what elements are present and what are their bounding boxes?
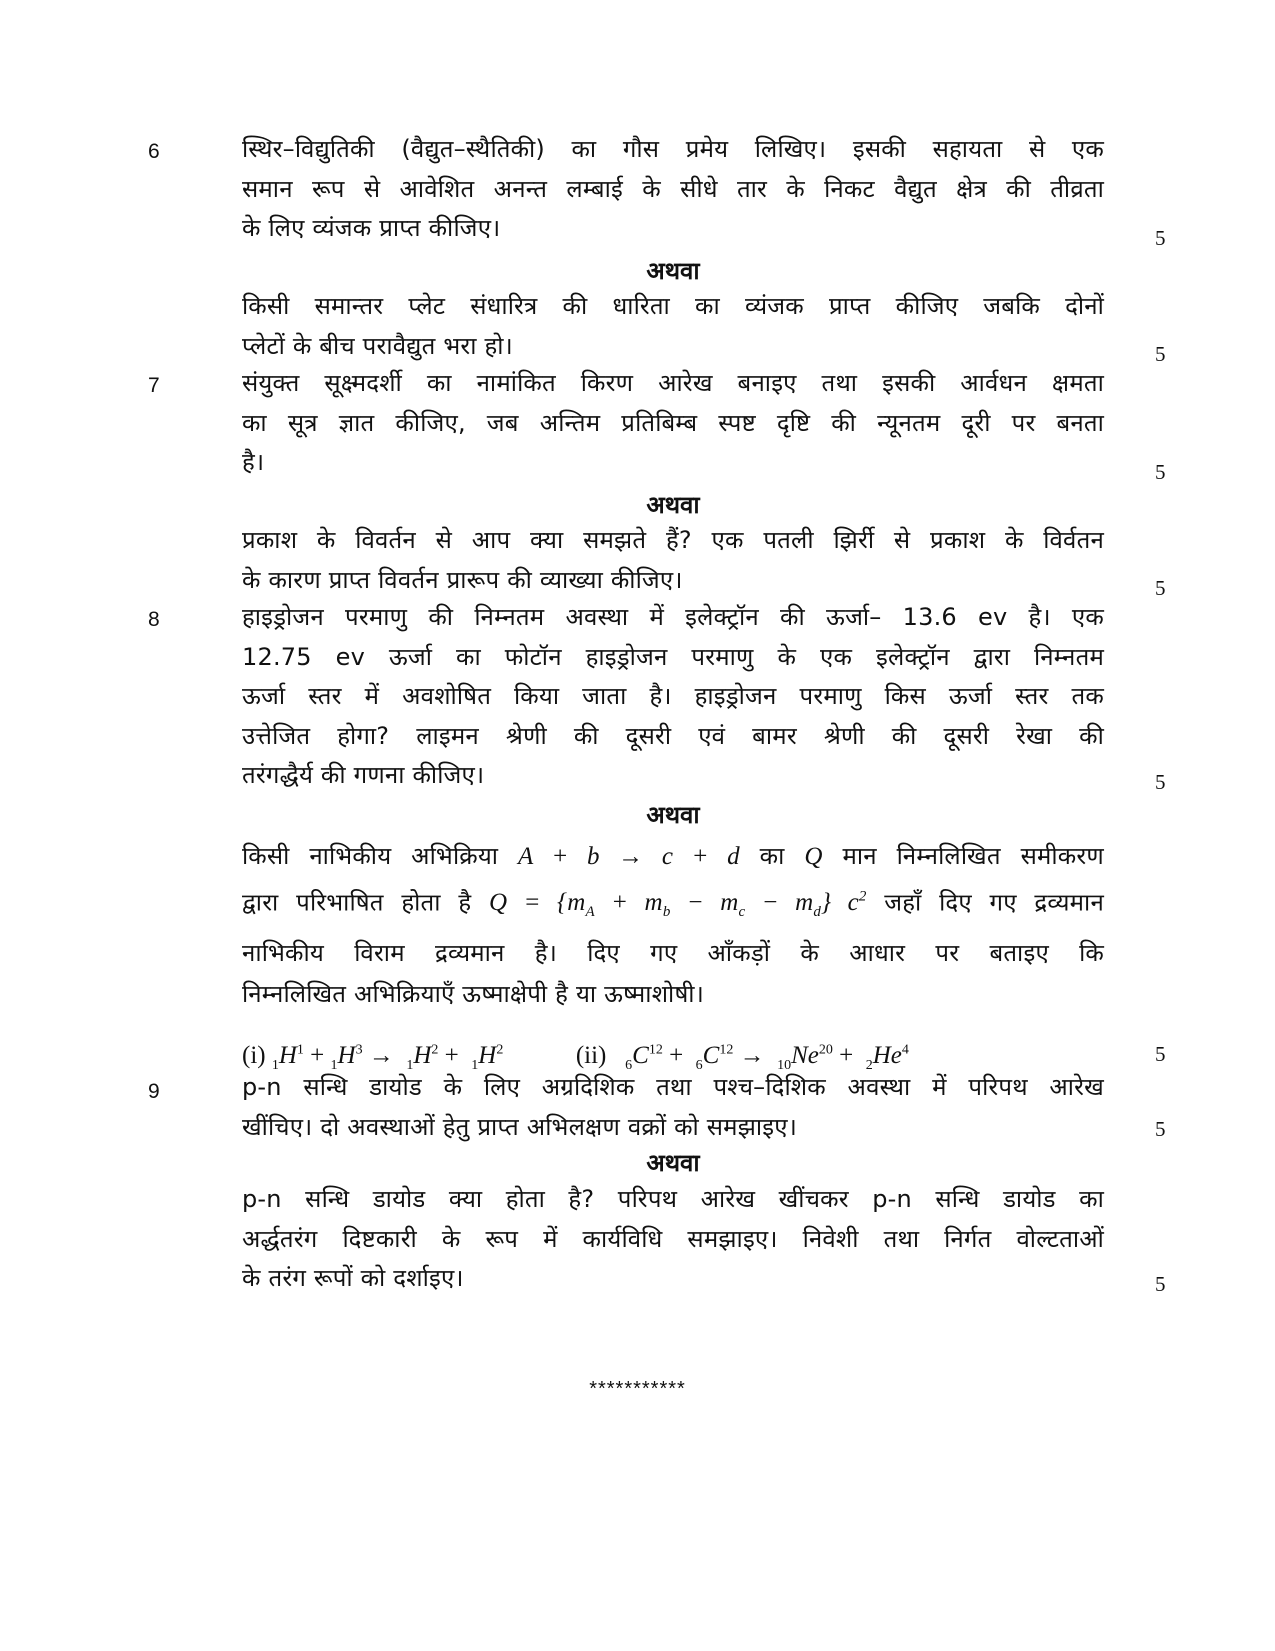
- end-of-paper-marker: ***********: [589, 1378, 686, 1400]
- marks-q9: 5: [1155, 1117, 1166, 1141]
- equation-label-i: (i): [242, 1042, 266, 1069]
- text-line: स्थिर–विद्युतिकी (वैद्युत–स्थैतिकी) का गौस प्रमेय लिखिए। इसकी सहायता से एक: [242, 135, 1104, 163]
- text-fragment: मान निम्नलिखित समीकरण: [842, 842, 1104, 870]
- or-label-q9: अथवा: [646, 1149, 700, 1177]
- text-fragment: का: [759, 842, 785, 870]
- text-line: नाभिकीय विराम द्रव्यमान है। दिए गए आँकड़ों के आधार पर बताइए कि: [242, 939, 1104, 968]
- question-7-text: [242, 364, 1104, 483]
- text-line: प्लेटों के बीच परावैद्युत भरा हो।: [242, 331, 513, 360]
- text-line: किसी समान्तर प्लेट संधारित्र की धारिता का व्यंजक प्राप्त कीजिए जबकि दोनों: [242, 292, 1104, 320]
- text-line: निम्नलिखित अभिक्रियाएँ ऊष्माक्षेपी है या ऊष्माशोषी।: [242, 980, 705, 1009]
- text-line: p-n सन्धि डायोड क्या होता है? परिपथ आरेख खींचकर p-n सन्धि डायोड का: [242, 1185, 1104, 1213]
- equation-i: $_1H^1 + _1H^3 \to _1H^2 + _1H^2$: [271, 1042, 504, 1073]
- text-line: के कारण प्राप्त विवर्तन प्रारूप की व्याख्या कीजिए।: [242, 565, 683, 594]
- text-line: का सूत्र ज्ञात कीजिए, जब अन्तिम प्रतिबिम्ब स्पष्ट दृष्टि की न्यूनतम दूरी पर बनता: [242, 408, 1104, 437]
- marks-q8-alt: 5: [1155, 1042, 1166, 1066]
- text-line: [242, 877, 1104, 933]
- question-number-8: 8: [148, 608, 160, 631]
- text-line: p-n सन्धि डायोड के लिए अग्रदिशिक तथा पश्च–दिशिक अवस्था में परिपथ आरेख: [242, 1073, 1104, 1101]
- text-line: है।: [242, 448, 265, 476]
- or-label-q8: अथवा: [646, 801, 700, 829]
- text-line: के तरंग रूपों को दर्शाइए।: [242, 1264, 464, 1292]
- text-line: के लिए व्यंजक प्राप्त कीजिए।: [242, 214, 501, 242]
- marks-q9-alt: 5: [1155, 1272, 1166, 1296]
- text-line: 12.75 ev ऊर्जा का फोटॉन हाइड्रोजन परमाणु के एक इलेक्ट्रॉन द्वारा निम्नतम: [242, 642, 1104, 671]
- text-fragment: जहाँ दिए गए द्रव्यमान: [884, 888, 1104, 917]
- text-line: संयुक्त सूक्ष्मदर्शी का नामांकित किरण आरेख बनाइए तथा इसकी आर्वधन क्षमता: [242, 369, 1104, 397]
- question-number-7: 7: [148, 374, 160, 397]
- question-6-text: [242, 130, 1104, 249]
- text-fragment: किसी नाभिकीय अभिक्रिया: [242, 842, 499, 870]
- question-number-9: 9: [148, 1080, 160, 1103]
- text-line: हाइड्रोजन परमाणु की निम्नतम अवस्था में इलेक्ट्रॉन की ऊर्जा– 13.6 ev है। एक: [242, 603, 1104, 631]
- question-6-alt-text: [242, 287, 1104, 366]
- question-8-text: [242, 598, 1104, 796]
- marks-q6-alt: 5: [1155, 342, 1166, 366]
- question-number-6: 6: [148, 140, 160, 163]
- text-line: अर्द्धतरंग दिष्टकारी के रूप में कार्यविधि समझाइए। निवेशी तथा निर्गत वोल्टताओं: [242, 1224, 1104, 1253]
- q-symbol: Q: [804, 843, 823, 870]
- text-fragment: द्वारा परिभाषित होता है: [242, 888, 472, 917]
- equation-ii: $_6C^{12} + _6C^{12} \to _{10}Ne^{20} + _2He^4$: [625, 1042, 909, 1073]
- or-label-q6: अथवा: [646, 257, 700, 285]
- marks-q7: 5: [1155, 460, 1166, 484]
- text-line: [242, 836, 1104, 877]
- question-9-text: [242, 1068, 1104, 1147]
- text-line: खींचिए। दो अवस्थाओं हेतु प्राप्त अभिलक्षण वक्रों को समझाइए।: [242, 1112, 798, 1141]
- marks-q8: 5: [1155, 770, 1166, 794]
- question-7-alt-text: [242, 521, 1104, 600]
- reaction-expression: A + b → c + d: [518, 843, 740, 870]
- text-line: उत्तेजित होगा? लाइमन श्रेणी की दूसरी एवं बामर श्रेणी की दूसरी रेखा की: [242, 721, 1104, 750]
- q-value-formula: $Q = \{m_A + m_b - m_c - m_d\}$ $c^2$: [489, 889, 867, 921]
- text-line: ऊर्जा स्तर में अवशोषित किया जाता है। हाइड्रोजन परमाणु किस ऊर्जा स्तर तक: [242, 682, 1104, 710]
- question-8-alt-text: [242, 836, 1104, 1015]
- text-line: प्रकाश के विवर्तन से आप क्या समझते हैं? एक पतली झिर्री से प्रकाश के विर्वतन: [242, 526, 1104, 554]
- text-line: तरंगद्धैर्य की गणना कीजिए।: [242, 761, 485, 789]
- marks-q7-alt: 5: [1155, 576, 1166, 600]
- equation-label-ii: (ii): [575, 1042, 607, 1069]
- text-line: समान रूप से आवेशित अनन्त लम्बाई के सीधे तार के निकट वैद्युत क्षेत्र की तीव्रता: [242, 174, 1104, 203]
- or-label-q7: अथवा: [646, 491, 700, 519]
- marks-q6: 5: [1155, 226, 1166, 250]
- question-9-alt-text: [242, 1180, 1104, 1299]
